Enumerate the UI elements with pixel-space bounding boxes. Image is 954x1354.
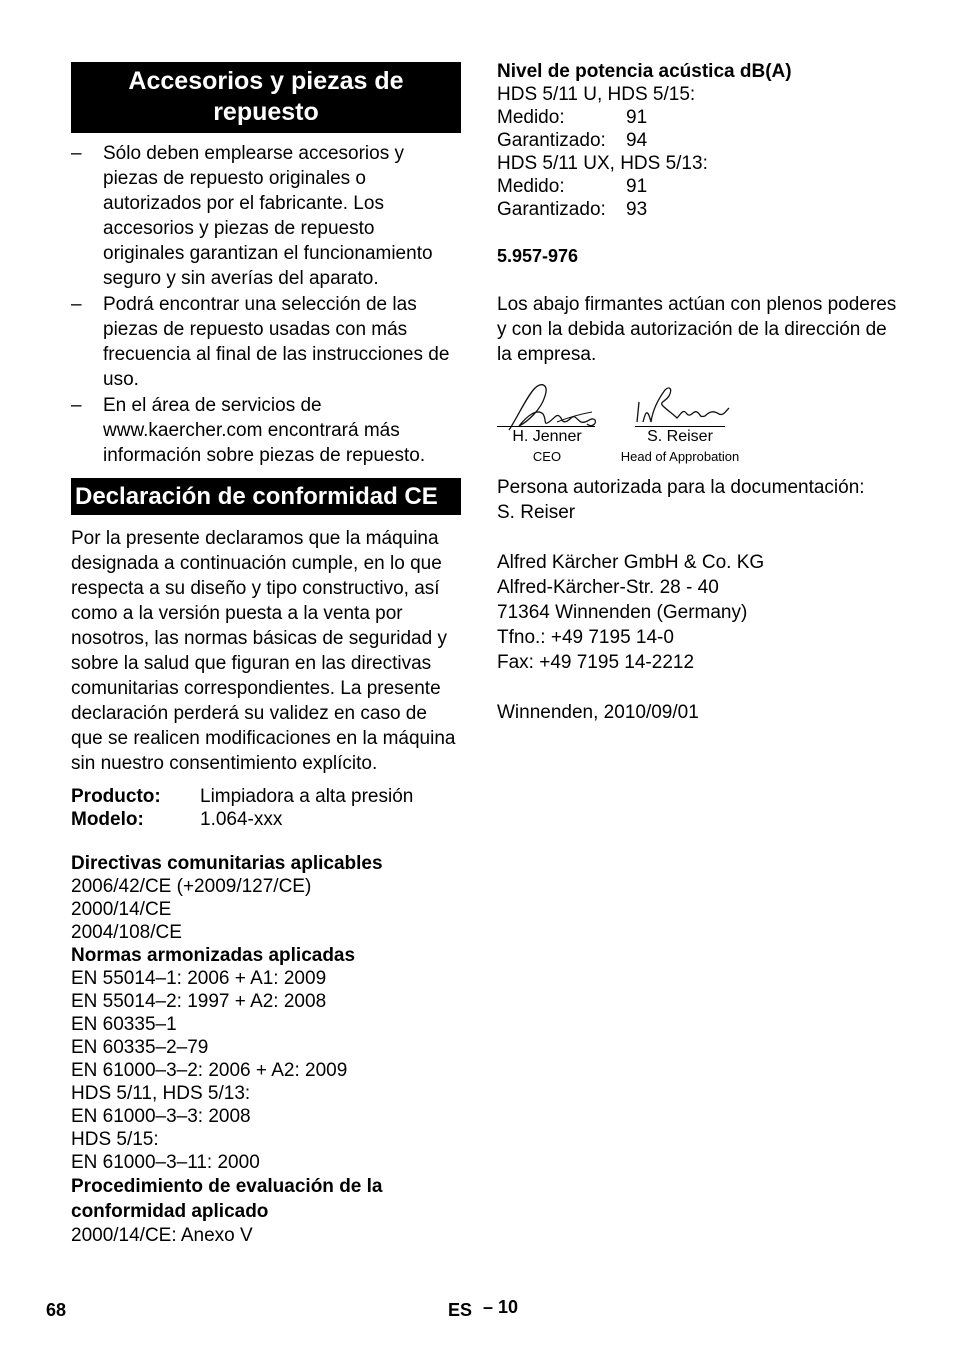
noise-label: Garantizado:: [497, 130, 606, 151]
norm-line: EN 60335–1: [71, 1014, 177, 1035]
model-label: Modelo:: [71, 809, 144, 830]
place-date: Winnenden, 2010/09/01: [497, 702, 699, 723]
list-item: [71, 292, 461, 392]
directives-block: [71, 852, 461, 1247]
noise-label: Medido:: [497, 176, 565, 197]
section-page-number: – 10: [483, 1297, 519, 1317]
noise-value: 94: [626, 130, 648, 151]
product-value: Limpiadora a alta presión: [200, 786, 414, 807]
noise-value: 91: [626, 107, 648, 128]
model-row: [71, 808, 461, 831]
bullet-dash: –: [71, 143, 82, 164]
norm-line: EN 61000–3–11: 2000: [71, 1152, 260, 1173]
signer-name: S. Reiser: [647, 428, 713, 445]
left-column: [71, 62, 461, 1247]
procedure-value: 2000/14/CE: Anexo V: [71, 1225, 253, 1246]
norm-line: HDS 5/11, HDS 5/13:: [71, 1083, 251, 1104]
company-line: 71364 Winnenden (Germany): [497, 602, 748, 623]
signer-title: CEO: [532, 449, 562, 464]
list-item-text: Sólo deben emplearse accesorios y piezas de repuesto originales o autorizados por el fabricante. Los accesorios y piezas de repuesto originales garantizan el funcionamiento seguro y sin averías del aparato.: [103, 143, 433, 289]
noise-row: [497, 175, 897, 198]
procedure-heading: Procedimiento de evaluación de la conformidad aplicado: [71, 1176, 383, 1222]
section-title-ce-declaration: Declaración de conformidad CE: [71, 478, 461, 515]
directive-line: 2000/14/CE: [71, 899, 172, 920]
bullet-dash: –: [71, 395, 82, 416]
list-item: [71, 393, 461, 468]
norms-heading: Normas armonizadas aplicadas: [71, 945, 356, 966]
list-item-text: En el área de servicios de www.kaercher.com encontrará más información sobre piezas de repuesto.: [103, 395, 426, 466]
noise-row: [497, 198, 897, 221]
authorized-person-label: Persona autorizada para la documentación:: [497, 477, 865, 498]
section-title-accessories: Accesorios y piezas de repuesto: [71, 62, 461, 133]
noise-label: Medido:: [497, 107, 565, 128]
right-column: [497, 60, 897, 367]
product-label: Producto:: [71, 786, 161, 807]
company-line: Tfno.: +49 7195 14-0: [497, 627, 674, 648]
signature-line: [635, 426, 725, 427]
signatories-paragraph: Los abajo firmantes actúan con plenos poderes y con la debida autorización de la dirección de la empresa.: [497, 294, 897, 365]
page-number: 68: [46, 1300, 67, 1320]
norm-line: EN 55014–2: 1997 + A2: 2008: [71, 991, 327, 1012]
noise-block: [497, 60, 897, 221]
noise-row: [497, 106, 897, 129]
norm-line: EN 60335–2–79: [71, 1037, 209, 1058]
model-value: 1.064-xxx: [200, 809, 283, 830]
product-info: [71, 785, 461, 831]
authorized-person-name: S. Reiser: [497, 502, 576, 523]
bullet-dash: –: [71, 294, 82, 315]
noise-heading: Nivel de potencia acústica dB(A): [497, 61, 792, 82]
document-number: 5.957-976: [497, 246, 579, 266]
company-line: Alfred-Kärcher-Str. 28 - 40: [497, 577, 719, 598]
signature-line: [497, 426, 595, 427]
norm-line: HDS 5/15:: [71, 1129, 159, 1150]
language-code: ES: [448, 1300, 473, 1320]
noise-label: Garantizado:: [497, 199, 606, 220]
noise-row: [497, 129, 897, 152]
norm-line: EN 55014–1: 2006 + A1: 2009: [71, 968, 327, 989]
signer-name: H. Jenner: [512, 428, 582, 445]
list-item: [71, 141, 461, 291]
signer-title: Head of Approbation: [620, 449, 740, 464]
norm-line: EN 61000–3–3: 2008: [71, 1106, 251, 1127]
noise-value: 93: [626, 199, 648, 220]
directives-heading: Directivas comunitarias aplicables: [71, 853, 383, 874]
company-line: Fax: +49 7195 14-2212: [497, 652, 695, 673]
noise-group-title: HDS 5/11 U, HDS 5/15:: [497, 84, 696, 105]
contact-block: [497, 475, 877, 725]
directive-line: 2006/42/CE (+2009/127/CE): [71, 876, 312, 897]
norm-line: EN 61000–3–2: 2006 + A2: 2009: [71, 1060, 348, 1081]
noise-group-title: HDS 5/11 UX, HDS 5/13:: [497, 153, 708, 174]
company-line: Alfred Kärcher GmbH & Co. KG: [497, 552, 765, 573]
product-row: [71, 785, 461, 808]
noise-value: 91: [626, 176, 648, 197]
declaration-paragraph: Por la presente declaramos que la máquina designada a continuación cumple, en lo que respecta a su diseño y tipo constructivo, así como a la versión puesta a la venta por nosotros, las normas básicas de seguridad y sobre la salud que figuran en las directivas comunitarias correspondientes. La presente declaración perderá su validez en caso de que se realicen modificaciones en la máquina sin nuestro consentimiento explícito.: [71, 528, 456, 774]
list-item-text: Podrá encontrar una selección de las piezas de repuesto usadas con más frecuencia al final de las instrucciones de uso.: [103, 294, 450, 390]
accessories-bullet-list: [71, 141, 461, 468]
directive-line: 2004/108/CE: [71, 922, 182, 943]
signature-area: [497, 378, 757, 468]
